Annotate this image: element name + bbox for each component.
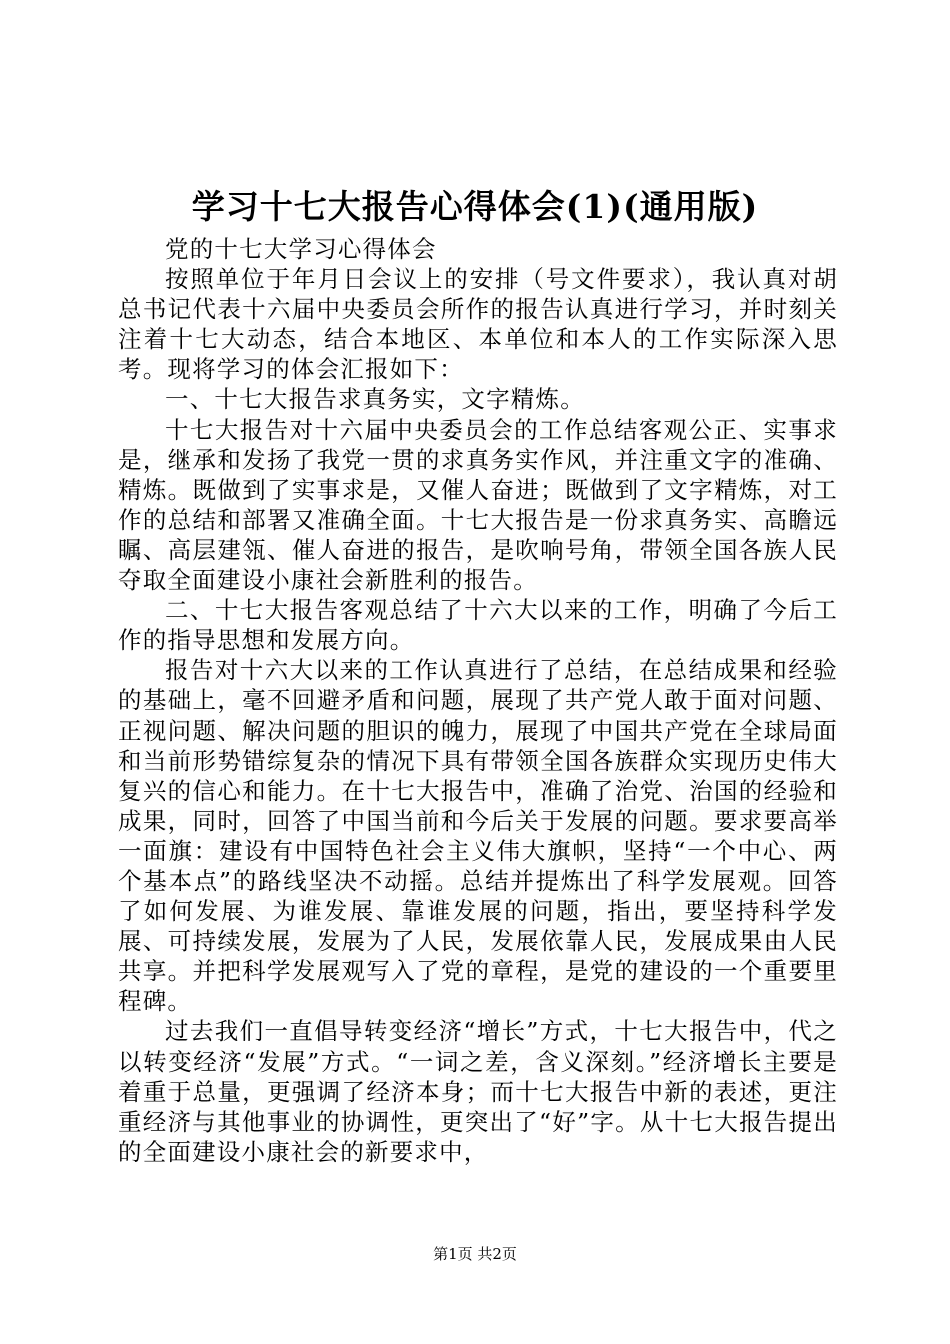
document-title: 学习十七大报告心得体会(1)(通用版) xyxy=(191,187,759,226)
paragraph-subtitle: 党的十七大学习心得体会 xyxy=(165,235,437,263)
document-body xyxy=(118,234,838,1167)
paragraph-section-2: 报告对十六大以来的工作认真进行了总结，在总结成果和经验的基础上，毫不回避矛盾和问题，展现了共产党人敢于面对问题、正视问题、解决问题的胆识的魄力，展现了中国共产党在全球局面和当前形势错综复杂的情况下具有带领全国各族群众实现历史伟大复兴的信心和能力。在十七大报告中，准确了治党、治国的经验和成果，同时，回答了中国当前和今后关于发展的问题。要求要高举一面旗：建设有中国特色社会主义伟大旗帜，坚持“一个中心、两个基本点”的路线坚决不动摇。总结并提炼出了科学发展观。回答了如何发展、为谁发展、靠谁发展的问题，指出，要坚持科学发展、可持续发展，发展为了人民，发展依靠人民，发展成果由人民共享。并把科学发展观写入了党的章程，是党的建设的一个重要里程碑。 xyxy=(118,656,838,1016)
paragraph-heading-1: 一、十七大报告求真务实，文字精炼。 xyxy=(165,385,585,414)
paragraph-heading-2: 二、十七大报告客观总结了十六大以来的工作，明确了今后工作的指导思想和发展方向。 xyxy=(118,596,838,655)
paragraph-section-1: 十七大报告对十六届中央委员会的工作总结客观公正、实事求是，继承和发扬了我党一贯的求真务实作风，并注重文字的准确、精炼。既做到了实事求是，又催人奋进；既做到了文字精炼，对工作的总结和部署又准确全面。十七大报告是一份求真务实、高瞻远瞩、高层建瓴、催人奋进的报告，是吹响号角，带领全国各族人民夺取全面建设小康社会新胜利的报告。 xyxy=(118,415,838,595)
paragraph-section-3: 过去我们一直倡导转变经济“增长”方式，十七大报告中，代之以转变经济“发展”方式。“一词之差，含义深刻。”经济增长主要是着重于总量，更强调了经济本身；而十七大报告中新的表述，更注重经济与其他事业的协调性，更突出了“好”字。从十七大报告提出的全面建设小康社会的新要求中， xyxy=(118,1017,838,1166)
paragraph-intro: 按照单位于年月日会议上的安排（号文件要求），我认真对胡总书记代表十六届中央委员会所作的报告认真进行学习，并时刻关注着十七大动态，结合本地区、本单位和本人的工作实际深入思考。现将学习的体会汇报如下： xyxy=(118,265,838,384)
page-footer: 第1页 共2页 xyxy=(433,1245,517,1263)
